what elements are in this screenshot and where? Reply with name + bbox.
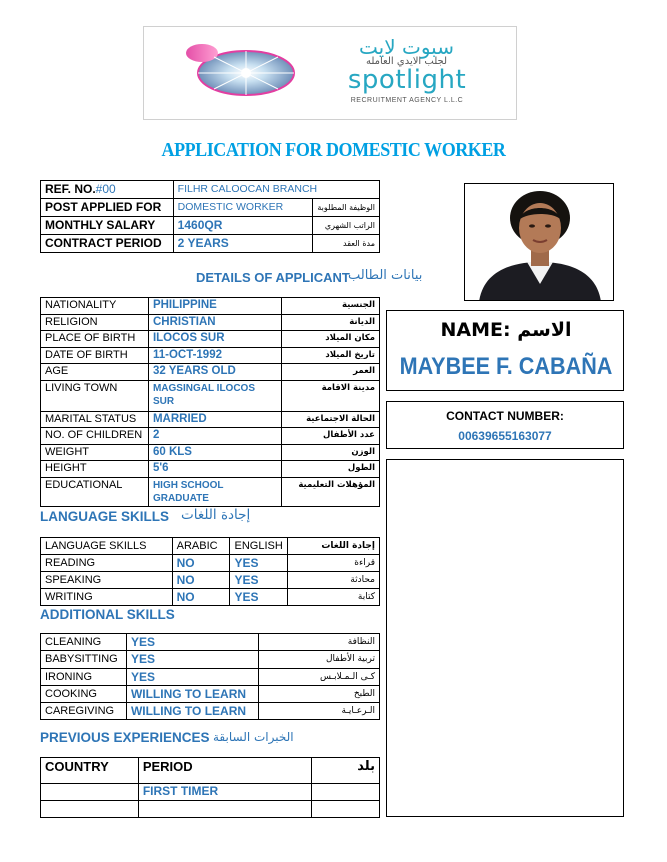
skill-value: WILLING TO LEARN [126, 703, 258, 720]
table-row [41, 555, 380, 572]
experience-arabic [312, 801, 380, 818]
table-row [41, 477, 380, 506]
table-row [41, 181, 380, 199]
table-row [41, 331, 380, 348]
previous-experiences-heading-arabic: الخبرات السابقة [213, 730, 294, 744]
language-skills-heading-arabic: إجادة اللغات [181, 507, 251, 523]
marital-status-value: MARRIED [148, 411, 281, 428]
weight-arabic: الوزن [282, 444, 380, 461]
additional-skills-table [40, 633, 380, 720]
arabic-col-header: ARABIC [172, 538, 230, 555]
weight-value: 60 KLS [148, 444, 281, 461]
table-row [41, 347, 380, 364]
english-level: YES [230, 555, 288, 572]
age-value: 32 YEARS OLD [148, 364, 281, 381]
table-row [41, 651, 380, 668]
skill-name: BABYSITTING [41, 651, 127, 668]
marital-status-arabic: الحالة الاجتماعية [282, 411, 380, 428]
previous-experiences-table [40, 757, 380, 818]
religion-arabic: الديانة [282, 314, 380, 331]
contact-number: 00639655163077 [458, 429, 552, 443]
details-heading-arabic: بيانات الطالب [348, 268, 423, 283]
dob-value: 11-OCT-1992 [148, 347, 281, 364]
skill-value: YES [126, 634, 258, 651]
experience-period [138, 801, 311, 818]
skill-name-arabic: الـرعـايـة [258, 703, 379, 720]
dob-arabic: تاريخ الميلاد [282, 347, 380, 364]
table-row [41, 589, 380, 606]
salary-value: 1460QR [173, 217, 313, 235]
skill-name: READING [41, 555, 173, 572]
skill-name-arabic: محادثة [288, 572, 380, 589]
skill-name: WRITING [41, 589, 173, 606]
post-applied-arabic: الوظيفة المطلوبة [313, 199, 380, 217]
applicant-details-table [40, 297, 380, 507]
experience-arabic [312, 784, 380, 801]
skill-name-arabic: كتابة [288, 589, 380, 606]
period-col-header: PERIOD [138, 758, 311, 784]
skill-name-arabic: الطبخ [258, 685, 379, 702]
skill-name-arabic: النظافة [258, 634, 379, 651]
english-col-header: ENGLISH [230, 538, 288, 555]
table-header-row [41, 758, 380, 784]
previous-experiences-heading: PREVIOUS EXPERIENCES [40, 730, 210, 745]
post-applied-label: POST APPLIED FOR [41, 199, 174, 217]
salary-arabic: الراتب الشهري [313, 217, 380, 235]
experience-country [41, 784, 139, 801]
education-value: HIGH SCHOOL GRADUATE [148, 477, 281, 506]
language-skills-heading: LANGUAGE SKILLS [40, 509, 170, 524]
full-body-photo-box [386, 459, 624, 817]
table-row [41, 634, 380, 651]
language-col-header: LANGUAGE SKILLS [41, 538, 173, 555]
religion-label: RELIGION [41, 314, 149, 331]
table-row [41, 668, 380, 685]
dob-label: DATE OF BIRTH [41, 347, 149, 364]
age-label: AGE [41, 364, 149, 381]
table-row [41, 199, 380, 217]
arabic-level: NO [172, 555, 230, 572]
skill-name: IRONING [41, 668, 127, 685]
weight-label: WEIGHT [41, 444, 149, 461]
brand-arabic: سبوت لايت [359, 35, 454, 59]
contract-value: 2 YEARS [173, 235, 313, 253]
table-row [41, 235, 380, 253]
children-arabic: عدد الأطفال [282, 428, 380, 445]
table-row [41, 428, 380, 445]
reference-table [40, 180, 380, 253]
language-skills-table [40, 537, 380, 606]
table-header-row [41, 538, 380, 555]
table-row [41, 801, 380, 818]
skill-name-arabic: تربية الأطفال [258, 651, 379, 668]
table-row [41, 703, 380, 720]
table-row [41, 314, 380, 331]
skill-value: YES [126, 651, 258, 668]
marital-status-label: MARITAL STATUS [41, 411, 149, 428]
table-row [41, 411, 380, 428]
country-arabic-header: بلد [312, 758, 380, 784]
skill-value: WILLING TO LEARN [126, 685, 258, 702]
nationality-value: PHILIPPINE [148, 298, 281, 315]
additional-skills-heading: ADDITIONAL SKILLS [40, 607, 175, 622]
contract-arabic: مدة العقد [313, 235, 380, 253]
living-town-value: MAGSINGAL ILOCOS SUR [148, 380, 281, 411]
experience-period: FIRST TIMER [138, 784, 311, 801]
contract-label: CONTRACT PERIOD [41, 235, 174, 253]
english-level: YES [230, 589, 288, 606]
nationality-arabic: الجنسية [282, 298, 380, 315]
skill-name: CAREGIVING [41, 703, 127, 720]
height-label: HEIGHT [41, 461, 149, 478]
table-row [41, 364, 380, 381]
english-level: YES [230, 572, 288, 589]
post-applied-value: DOMESTIC WORKER [173, 199, 313, 217]
applicant-name: MAYBEE F. CABAÑA [399, 353, 613, 380]
salary-label: MONTHLY SALARY [41, 217, 174, 235]
arabic-level: NO [172, 572, 230, 589]
birthplace-label: PLACE OF BIRTH [41, 331, 149, 348]
name-box [386, 310, 624, 391]
education-arabic: المؤهلات التعليمية [282, 477, 380, 506]
religion-value: CHRISTIAN [148, 314, 281, 331]
skill-value: YES [126, 668, 258, 685]
brand-arabic-sub: لجلب الايدي العامله [365, 56, 448, 67]
brand-english: spotlight [347, 65, 467, 95]
education-label: EDUCATIONAL [41, 477, 149, 506]
spotlight-disc-icon [174, 37, 298, 99]
height-arabic: الطول [282, 461, 380, 478]
experience-country [41, 801, 139, 818]
children-label: NO. OF CHILDREN [41, 428, 149, 445]
page-title: APPLICATION FOR DOMESTIC WORKER [161, 139, 506, 161]
ref-no-label: REF. NO.#00 [41, 181, 174, 199]
skill-name-arabic: قراءة [288, 555, 380, 572]
agency-logo [143, 26, 517, 120]
skill-name: CLEANING [41, 634, 127, 651]
table-row [41, 685, 380, 702]
ref-no-value: FILHR CALOOCAN BRANCH [173, 181, 379, 199]
contact-label: CONTACT NUMBER: [446, 409, 564, 423]
skill-name-arabic: كـى الـمـلابـس [258, 668, 379, 685]
name-label: NAME: الاسم [440, 319, 572, 341]
nationality-label: NATIONALITY [41, 298, 149, 315]
brand-tagline: RECRUITMENT AGENCY L.L.C [350, 97, 464, 104]
country-col-header: COUNTRY [41, 758, 139, 784]
table-row [41, 461, 380, 478]
age-arabic: العمر [282, 364, 380, 381]
height-value: 5'6 [148, 461, 281, 478]
living-town-label: LIVING TOWN [41, 380, 149, 411]
birthplace-value: ILOCOS SUR [148, 331, 281, 348]
table-row [41, 217, 380, 235]
skill-name: SPEAKING [41, 572, 173, 589]
living-town-arabic: مدينة الاقامة [282, 380, 380, 411]
applicant-photo [464, 183, 614, 301]
birthplace-arabic: مكان الميلاد [282, 331, 380, 348]
table-row [41, 784, 380, 801]
applicant-portrait-icon [465, 184, 614, 301]
details-heading: DETAILS OF APPLICANT [196, 270, 350, 285]
children-value: 2 [148, 428, 281, 445]
table-row [41, 380, 380, 411]
table-row [41, 444, 380, 461]
language-arabic-header: إجادة اللغات [288, 538, 380, 555]
table-row [41, 572, 380, 589]
contact-box [386, 401, 624, 449]
table-row [41, 298, 380, 315]
skill-name: COOKING [41, 685, 127, 702]
arabic-level: NO [172, 589, 230, 606]
